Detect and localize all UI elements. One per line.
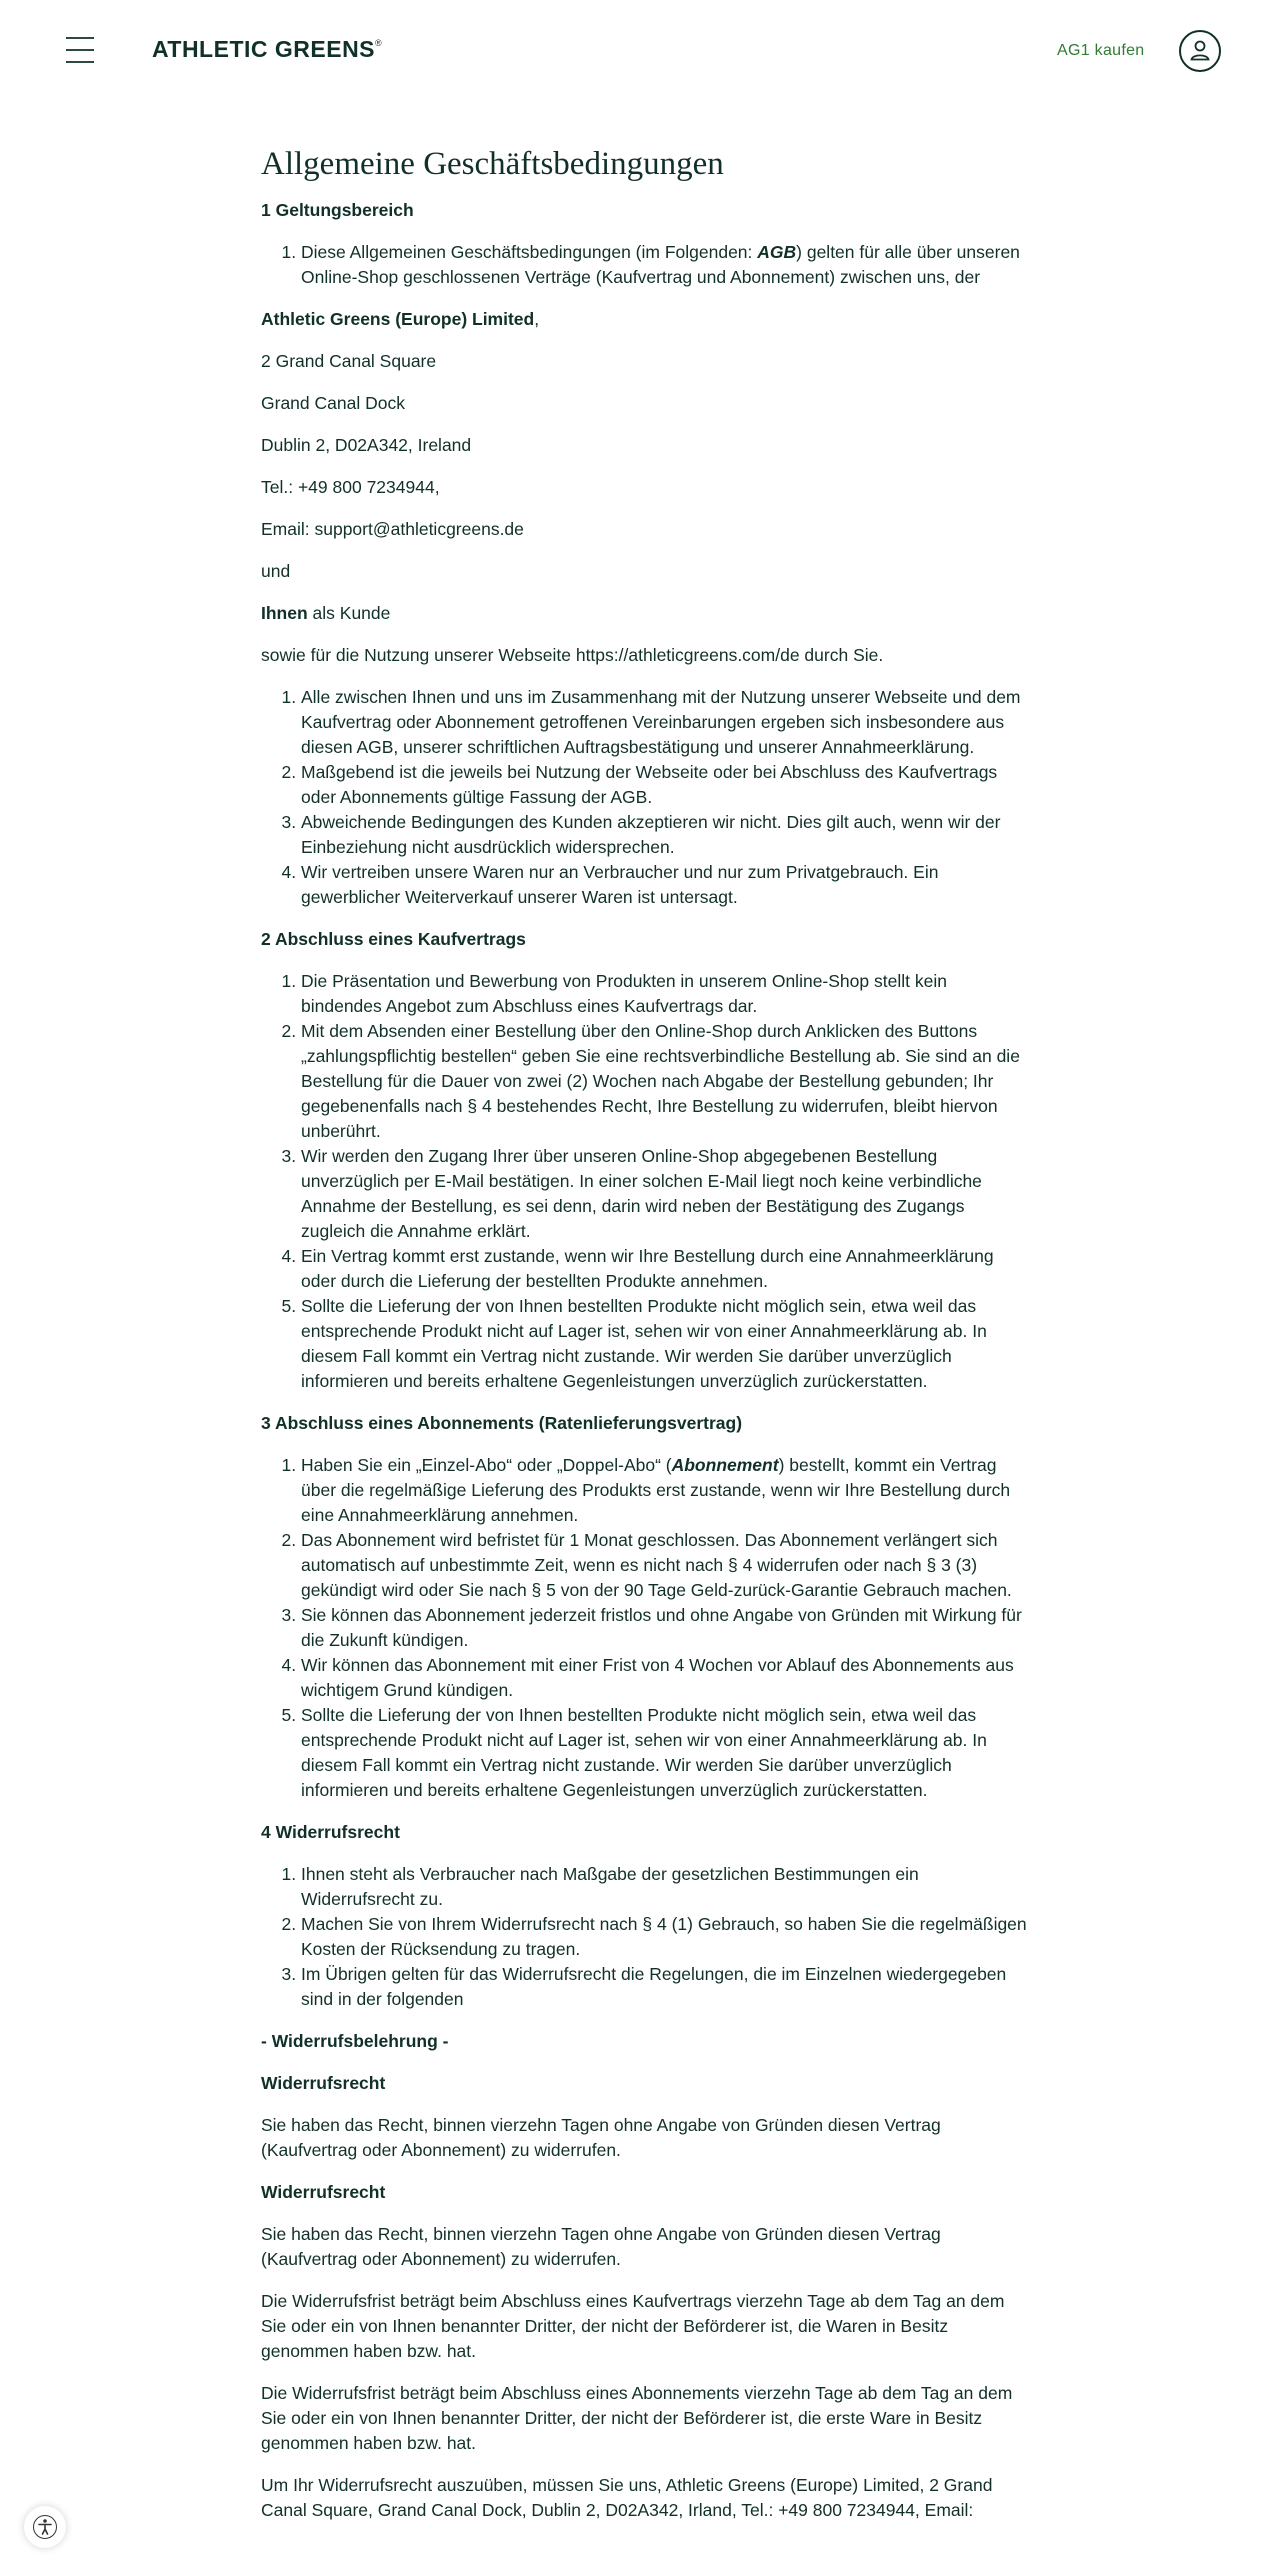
address-line: Grand Canal Dock bbox=[261, 393, 405, 413]
text: Diese Allgemeinen Geschäftsbedingungen (im Folgenden: bbox=[301, 242, 758, 262]
text: Haben Sie ein „Einzel-Abo“ oder „Doppel-Abo“ ( bbox=[301, 1455, 672, 1475]
address-line: Dublin 2, D02A342, Ireland bbox=[261, 435, 472, 455]
terms-content bbox=[261, 144, 1031, 2540]
list-item: 2. Das Abonnement wird befristet für 1 Monat geschlossen. Das Abonnement verlängert sich automatisch auf unbestimmte Zeit, wenn es nicht nach § 4 widerrufen oder nach § 3 (3) gekündigt wird oder Sie nach § 5 von der 90 Tage Geld-zurück-Garantie Gebrauch machen. bbox=[301, 1528, 1031, 1603]
list-item: 5. Sollte die Lieferung der von Ihnen bestellten Produkte nicht möglich sein, etwa weil das entsprechende Produkt nicht auf Lager ist, sehen wir von einer Annahmeerklärung ab. In diesem Fall kommt ein Vertrag nicht zustande. Wir werden Sie darüber unverzüglich informieren und bereits erhaltene Gegenleistungen unverzüglich zurückerstatten. bbox=[301, 1294, 1031, 1394]
text: ) bestellt, kommt ein Vertrag über die regelmäßige Lieferung des Produkts erst zustande, wenn wir Ihre Bestellung durch eine Annahmeerklärung annehmen. bbox=[301, 1455, 1011, 1525]
company-name bbox=[261, 307, 1031, 332]
list-item: 3. Im Übrigen gelten für das Widerrufsrecht die Regelungen, die im Einzelnen wiedergegeben sind in der folgenden bbox=[301, 1962, 1031, 2012]
term-abonnement: Abonnement bbox=[671, 1455, 779, 1475]
section-heading: 4 Widerrufsrecht bbox=[261, 1822, 400, 1842]
widerrufsrecht-heading: Widerrufsrecht bbox=[261, 2073, 386, 2093]
email: Email: support@athleticgreens.de bbox=[261, 519, 524, 539]
widerrufsbelehrung-heading: - Widerrufsbelehrung - bbox=[261, 2031, 449, 2051]
list-item: 4. Wir vertreiben unsere Waren nur an Verbraucher und nur zum Privatgebrauch. Ein gewerblicher Weiterverkauf unserer Waren ist untersagt. bbox=[301, 860, 1031, 910]
page-title: Allgemeine Geschäftsbedingungen bbox=[261, 146, 724, 182]
user-account-icon bbox=[1189, 39, 1211, 61]
list-item: 4. Wir können das Abonnement mit einer Frist von 4 Wochen vor Ablauf des Abonnements aus wichtigem Grund kündigen. bbox=[301, 1653, 1031, 1703]
logo[interactable] bbox=[152, 36, 382, 63]
menu-line bbox=[66, 37, 94, 39]
paragraph: Die Widerrufsfrist beträgt beim Abschluss eines Abonnements vierzehn Tage ab dem Tag an dem Sie oder ein von Ihnen benannter Dritter, der nicht der Beförderer ist, die erste Ware in Besitz genommen haben bzw. hat. bbox=[261, 2383, 1013, 2453]
section-2-list bbox=[261, 969, 1031, 1394]
list-item: 4. Ein Vertrag kommt erst zustande, wenn wir Ihre Bestellung durch eine Annahmeerklärung oder durch die Lieferung der bestellten Produkte annehmen. bbox=[301, 1244, 1031, 1294]
list-item: 3. Wir werden den Zugang Ihrer über unseren Online-Shop abgegebenen Bestellung unverzüglich per E-Mail bestätigen. In einer solchen E-Mail liegt noch keine verbindliche Annahme der Bestellung, es sei denn, darin wird neben der Bestätigung des Zugangs zugleich die Annahme erklärt. bbox=[301, 1144, 1031, 1244]
section-3-list bbox=[261, 1453, 1031, 1803]
list-item: 1. Die Präsentation und Bewerbung von Produkten in unserem Online-Shop stellt kein bindendes Angebot zum Abschluss eines Kaufvertrags dar. bbox=[301, 969, 1031, 1019]
list-item: 3. Sie können das Abonnement jederzeit fristlos und ohne Angabe von Gründen mit Wirkung für die Zukunft kündigen. bbox=[301, 1603, 1031, 1653]
paragraph: Um Ihr Widerrufsrecht auszuüben, müssen Sie uns, Athletic Greens (Europe) Limited, 2 Grand Canal Square, Grand Canal Dock, Dublin 2, D02A342, Irland, Tel.: +49 800 7234944, Email: bbox=[261, 2475, 993, 2520]
term-agb: AGB bbox=[757, 242, 797, 262]
paragraph: Sie haben das Recht, binnen vierzehn Tagen ohne Angabe von Gründen diesen Vertrag (Kaufvertrag oder Abonnement) zu widerrufen. bbox=[261, 2224, 941, 2269]
section-heading: 3 Abschluss eines Abonnements (Ratenlieferungsvertrag) bbox=[261, 1413, 743, 1433]
address-line: 2 Grand Canal Square bbox=[261, 351, 437, 371]
section-1-list-intro bbox=[261, 240, 1031, 290]
widerrufsrecht-heading: Widerrufsrecht bbox=[261, 2182, 386, 2202]
hamburger-menu-icon[interactable] bbox=[66, 37, 94, 63]
list-item: 2. Mit dem Absenden einer Bestellung über den Online-Shop durch Anklicken des Buttons „zahlungspflichtig bestellen“ geben Sie eine rechtsverbindliche Bestellung ab. Sie sind an die Bestellung für die Dauer von zwei (2) Wochen nach Abgabe der Bestellung gebunden; Ihr gegebenenfalls nach § 4 bestehendes Recht, Ihre Bestellung zu widerrufen, bleibt hiervon unberührt. bbox=[301, 1019, 1031, 1144]
paragraph: und bbox=[261, 561, 291, 581]
paragraph: Die Widerrufsfrist beträgt beim Abschluss eines Kaufvertrags vierzehn Tage ab dem Tag an dem Sie oder ein von Ihnen benannter Dritter, der nicht der Beförderer ist, die Waren in Besitz genommen haben bzw. hat. bbox=[261, 2291, 1005, 2361]
customer-line bbox=[261, 601, 1031, 626]
list-item: 2. Maßgebend ist die jeweils bei Nutzung der Webseite oder bei Abschluss des Kaufvertrags oder Abonnements gültige Fassung der AGB. bbox=[301, 760, 1031, 810]
menu-line bbox=[66, 61, 94, 63]
account-button[interactable] bbox=[1179, 30, 1221, 72]
list-item: 5. Sollte die Lieferung der von Ihnen bestellten Produkte nicht möglich sein, etwa weil das entsprechende Produkt nicht auf Lager ist, sehen wir von einer Annahmeerklärung ab. In diesem Fall kommt ein Vertrag nicht zustande. Wir werden Sie darüber unverzüglich informieren und bereits erhaltene Gegenleistungen unverzüglich zurückerstatten. bbox=[301, 1703, 1031, 1803]
text: ) gelten für alle über unseren Online-Shop geschlossenen Verträge (Kaufvertrag und Abonnement) zwischen uns, der bbox=[301, 242, 1020, 287]
accessibility-button[interactable] bbox=[24, 2506, 66, 2548]
text: , bbox=[534, 309, 540, 329]
logo-registered-mark: ® bbox=[375, 38, 383, 48]
section-heading: 2 Abschluss eines Kaufvertrags bbox=[261, 929, 526, 949]
paragraph: Sie haben das Recht, binnen vierzehn Tagen ohne Angabe von Gründen diesen Vertrag (Kaufvertrag oder Abonnement) zu widerrufen. bbox=[261, 2115, 941, 2160]
list-item: 1. Alle zwischen Ihnen und uns im Zusammenhang mit der Nutzung unserer Webseite und dem Kaufvertrag oder Abonnement getroffenen Vereinbarungen ergeben sich insbesondere aus diesen AGB, unserer schriftlichen Auftragsbestätigung und unserer Annahmeerklärung. bbox=[301, 685, 1031, 760]
list-item: 2. Machen Sie von Ihrem Widerrufsrecht nach § 4 (1) Gebrauch, so haben Sie die regelmäßigen Kosten der Rücksendung zu tragen. bbox=[301, 1912, 1031, 1962]
list-item bbox=[301, 1453, 1031, 1528]
list-item: 3. Abweichende Bedingungen des Kunden akzeptieren wir nicht. Dies gilt auch, wenn wir der Einbeziehung nicht ausdrücklich widersprechen. bbox=[301, 810, 1031, 860]
company-text: Athletic Greens (Europe) Limited bbox=[261, 309, 535, 329]
buy-ag1-link[interactable]: AG1 kaufen bbox=[1057, 42, 1145, 59]
accessibility-icon bbox=[37, 2518, 53, 2536]
site-header bbox=[0, 0, 1284, 100]
section-4-list bbox=[261, 1862, 1031, 2012]
menu-line bbox=[66, 49, 94, 51]
phone: Tel.: +49 800 7234944, bbox=[261, 477, 440, 497]
website-line: sowie für die Nutzung unserer Webseite https://athleticgreens.com/de durch Sie. bbox=[261, 645, 884, 665]
text: als Kunde bbox=[307, 603, 391, 623]
list-item: 1. Ihnen steht als Verbraucher nach Maßgabe der gesetzlichen Bestimmungen ein Widerrufsrecht zu. bbox=[301, 1862, 1031, 1912]
section-heading: 1 Geltungsbereich bbox=[261, 200, 414, 220]
customer-term: Ihnen bbox=[261, 603, 308, 623]
logo-text: ATHLETIC GREENS bbox=[152, 36, 376, 62]
section-1-list bbox=[261, 685, 1031, 910]
list-item bbox=[301, 240, 1031, 290]
